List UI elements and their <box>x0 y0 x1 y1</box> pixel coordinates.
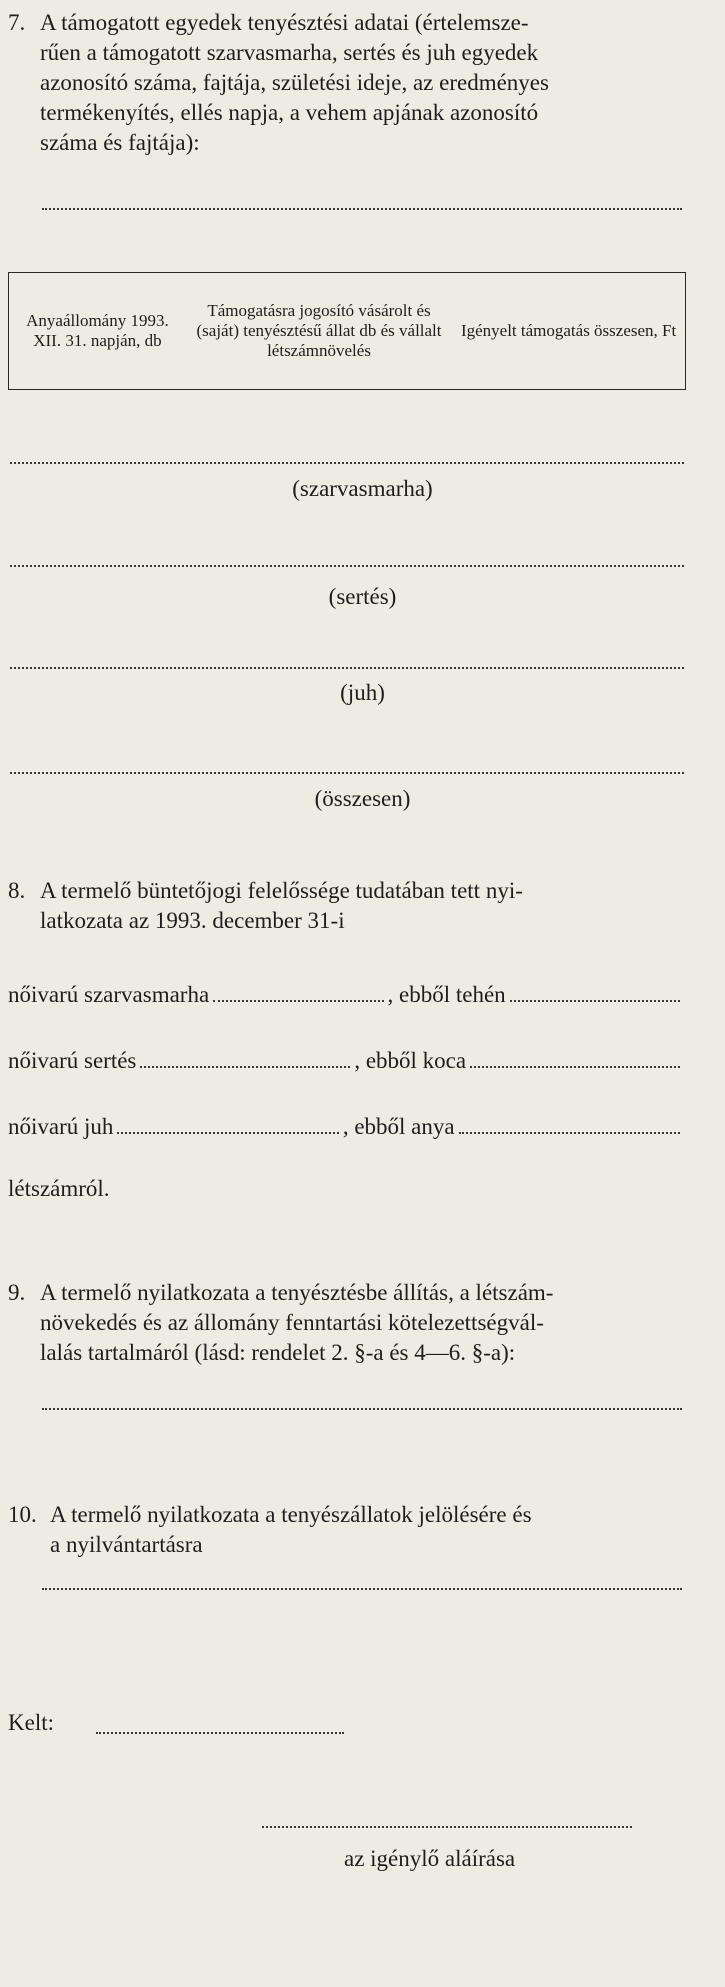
kelt-label: Kelt: <box>8 1710 54 1735</box>
col-header-eligible: Támogatásra jogosító vásárolt és (saját) tenyésztésű állat db és vállalt létszámnövelés <box>196 301 442 360</box>
section-8-number: 8. <box>8 878 26 903</box>
ewe-label: , ebből anya <box>342 1114 455 1139</box>
ewe-field[interactable] <box>459 1132 680 1134</box>
row-fill-line-cattle[interactable] <box>10 462 684 464</box>
section-9-line-3: lalás tartalmáról (lásd: rendelet 2. §-a és 4—6. §-a): <box>40 1340 516 1365</box>
row-fill-line-total[interactable] <box>10 772 684 774</box>
section-9-line-1: A termelő nyilatkozata a tenyésztésbe állítás, a létszám- <box>40 1280 554 1305</box>
female-pig-field[interactable] <box>140 1066 350 1068</box>
section-7-fill-line[interactable] <box>42 208 682 210</box>
female-pig-row <box>8 1048 684 1074</box>
row-label-pig: (sertés) <box>328 584 397 609</box>
section-10-fill-line[interactable] <box>42 1588 682 1590</box>
cow-label: , ebből tehén <box>387 982 506 1007</box>
sow-label: , ebből koca <box>354 1048 467 1073</box>
section-9-text <box>40 1278 690 1368</box>
section-10-line-1: A termelő nyilatkozata a tenyészállatok jelölésére és <box>50 1502 532 1527</box>
female-sheep-field[interactable] <box>117 1132 338 1134</box>
section-7-text <box>40 8 680 158</box>
section-8-tail: létszámról. <box>8 1176 110 1201</box>
col-header-stock: Anyaállomány 1993. XII. 31. napján, db <box>26 311 169 350</box>
female-cattle-row <box>8 982 684 1008</box>
section-8-text <box>40 876 680 936</box>
section-8-line-1: A termelő büntetőjogi felelőssége tudatában tett nyi- <box>40 878 523 903</box>
female-cattle-field[interactable] <box>213 1000 383 1002</box>
section-7-line-1: A támogatott egyedek tenyésztési adatai (értelemsze- <box>40 10 529 35</box>
female-cattle-label: nőivarú szarvasmarha <box>8 982 210 1007</box>
row-fill-line-sheep[interactable] <box>10 667 684 669</box>
support-table-header <box>8 272 686 390</box>
kelt-field[interactable] <box>96 1732 344 1734</box>
row-fill-line-pig[interactable] <box>10 565 684 567</box>
section-7-number: 7. <box>8 10 26 35</box>
section-7-line-2: rűen a támogatott szarvasmarha, sertés és juh egyedek <box>40 40 539 65</box>
female-pig-label: nőivarú sertés <box>8 1048 137 1073</box>
signature-line[interactable] <box>262 1826 632 1828</box>
row-label-cattle: (szarvasmarha) <box>292 476 433 501</box>
row-label-sheep: (juh) <box>340 680 385 705</box>
female-sheep-row <box>8 1114 684 1140</box>
section-10-text <box>50 1500 690 1560</box>
section-9-line-2: növekedés és az állomány fenntartási kötelezettségvál- <box>40 1310 544 1335</box>
sow-field[interactable] <box>470 1066 680 1068</box>
section-7-line-4: termékenyítés, ellés napja, a vehem apjának azonosító <box>40 100 539 125</box>
row-label-total: (összesen) <box>314 786 411 811</box>
col-header-requested: Igényelt támogatás összesen, Ft <box>460 321 677 340</box>
cow-field[interactable] <box>510 1000 680 1002</box>
section-8-line-2: latkozata az 1993. december 31-i <box>40 908 345 933</box>
signature-caption: az igénylő aláírása <box>344 1846 516 1871</box>
section-9-number: 9. <box>8 1280 26 1305</box>
section-9-fill-line[interactable] <box>42 1408 682 1410</box>
female-sheep-label: nőivarú juh <box>8 1114 114 1139</box>
section-10-line-2: a nyilvántartásra <box>50 1532 203 1557</box>
section-7-line-3: azonosító száma, fajtája, születési ideje, az eredményes <box>40 70 549 95</box>
section-7-line-5: száma és fajtája): <box>40 130 200 155</box>
section-10-number: 10. <box>8 1502 37 1527</box>
